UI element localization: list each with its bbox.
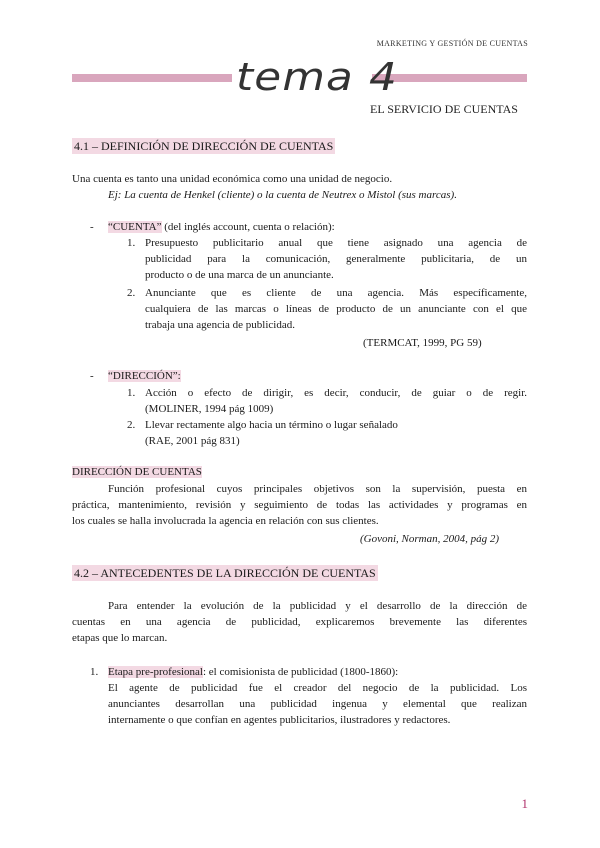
line: los cuales se halla involucrada la agencia en relación con sus clientes. bbox=[72, 515, 379, 527]
list-number: 2. bbox=[127, 419, 136, 431]
intro-line: Una cuenta es tanto una unidad económica como una unidad de negocio. bbox=[72, 173, 393, 185]
cuenta-term-rest: (del inglés account, cuenta o relación): bbox=[161, 221, 335, 233]
list-number: 1. bbox=[127, 387, 136, 399]
running-header: MARKETING Y GESTIÓN DE CUENTAS bbox=[376, 39, 528, 48]
etapa-paragraph bbox=[108, 680, 527, 728]
line: cualquiera de las marcas o líneas de producto de un anunciante con el que bbox=[145, 303, 527, 315]
cuenta-definition-header bbox=[108, 219, 335, 235]
line: Función profesional cuyos principales objetivos son la supervisión, puesta en bbox=[108, 483, 527, 495]
direccion-dash: - bbox=[90, 370, 94, 382]
example-line: Ej: La cuenta de Henkel (cliente) o la cuenta de Neutrex o Mistol (sus marcas). bbox=[108, 189, 457, 201]
list-number: 2. bbox=[127, 287, 136, 299]
list-item bbox=[145, 385, 527, 417]
page-number: 1 bbox=[521, 796, 528, 811]
section-4-1 bbox=[72, 137, 335, 155]
title-band-left bbox=[72, 74, 232, 82]
list-item bbox=[145, 285, 527, 333]
line: práctica, mantenimiento, revisión y seguimiento de todas las actividades y programas en bbox=[72, 499, 527, 511]
line: producto o de una marca de un anunciante. bbox=[145, 269, 334, 281]
direccion-cuentas-paragraph bbox=[72, 481, 527, 529]
list-number: 1. bbox=[127, 237, 136, 249]
line: anunciantes desarrollan una publicidad ingenua y elemental que realizan bbox=[108, 698, 527, 710]
line: cuentas en una agencia de publicidad, explicaremos brevemente las diferentes bbox=[72, 616, 527, 628]
line: etapas que lo marcan. bbox=[72, 632, 168, 644]
etapa-header bbox=[108, 664, 398, 680]
antecedentes-paragraph bbox=[72, 598, 527, 646]
line: (RAE, 2001 pág 831) bbox=[145, 435, 240, 447]
line: trabaja una agencia de publicidad. bbox=[145, 319, 295, 331]
citation: (TERMCAT, 1999, PG 59) bbox=[363, 337, 482, 349]
etapa-rest: : el comisionista de publicidad (1800-1860): bbox=[202, 666, 399, 678]
line: Llevar rectamente algo hacia un término o lugar señalado bbox=[145, 419, 398, 431]
etapa-label: Etapa pre-profesional bbox=[108, 666, 203, 678]
direccion-term: “DIRECCIÓN”: bbox=[108, 370, 181, 382]
line: (MOLINER, 1994 pág 1009) bbox=[145, 403, 274, 415]
cuenta-term: “CUENTA” bbox=[108, 221, 162, 233]
line: El agente de publicidad fue el creador del negocio de la publicidad. Los bbox=[108, 682, 527, 694]
chapter-subtitle: EL SERVICIO DE CUENTAS bbox=[370, 102, 518, 116]
line: Anunciante que es cliente de una agencia. Más específicamente, bbox=[145, 287, 527, 299]
list-number: 1. bbox=[90, 666, 99, 678]
line: Acción o efecto de dirigir, es decir, conducir, de guiar o de regir. bbox=[145, 387, 527, 399]
chapter-title: tema 4 bbox=[236, 55, 398, 99]
section-heading-4-2: 4.2 – ANTECEDENTES DE LA DIRECCIÓN DE CUENTAS bbox=[74, 566, 376, 580]
section-4-2 bbox=[72, 564, 378, 582]
list-item bbox=[145, 417, 527, 449]
section-heading-4-1: 4.1 – DEFINICIÓN DE DIRECCIÓN DE CUENTAS bbox=[74, 139, 334, 153]
line: publicidad para la comunicación, generalmente publicitaria, de un bbox=[145, 253, 527, 265]
citation: (Govoni, Norman, 2004, pág 2) bbox=[360, 533, 500, 545]
list-item bbox=[145, 235, 527, 283]
direccion-cuentas-label: DIRECCIÓN DE CUENTAS bbox=[72, 466, 202, 478]
line: Presupuesto publicitario anual que tiene asignado una agencia de bbox=[145, 237, 527, 249]
cuenta-dash: - bbox=[90, 221, 94, 233]
line: internamente o que confían en agentes publicitarios, ilustradores y redactores. bbox=[108, 714, 451, 726]
line: Para entender la evolución de la publicidad y el desarrollo de la dirección de bbox=[108, 600, 527, 612]
direccion-definition-header bbox=[108, 368, 181, 384]
direccion-cuentas-label-wrap bbox=[72, 464, 202, 480]
